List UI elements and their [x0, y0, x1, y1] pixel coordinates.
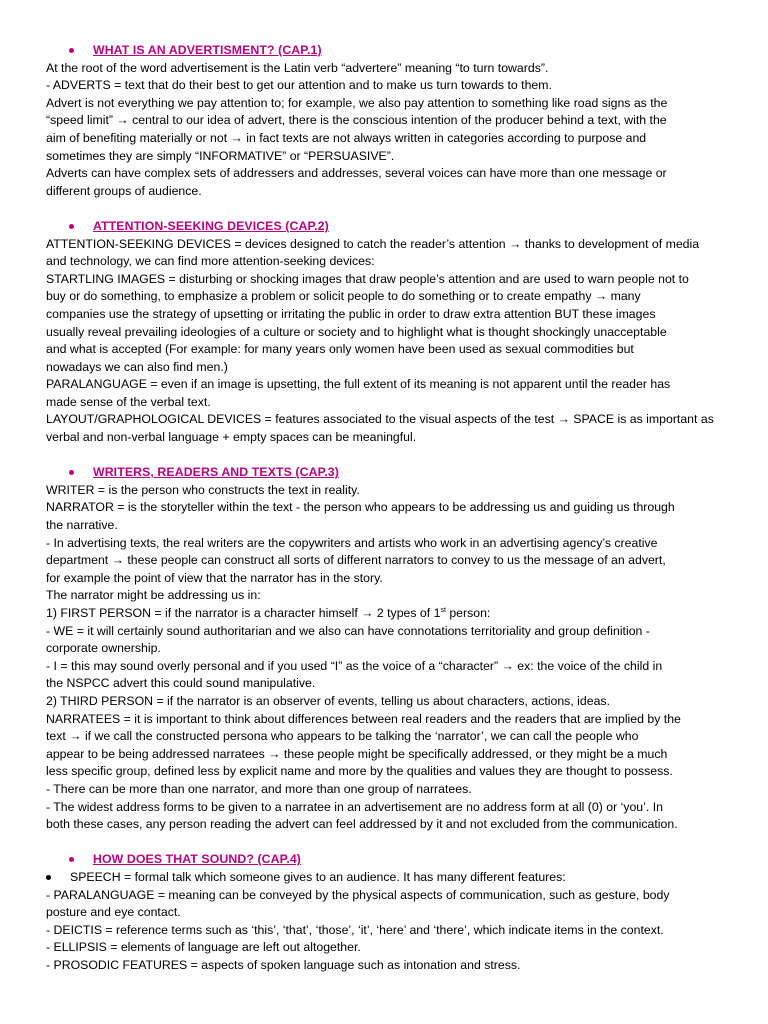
text-line: both these cases, any person reading the advert can feel addressed by it and not excluded from the communication.: [46, 817, 678, 832]
section-heading: [46, 851, 768, 869]
text-line: The narrator might be addressing us in:: [46, 588, 261, 603]
text-line: Advert is not everything we pay attention to; for example, we also pay attention to something like road signs as the: [46, 95, 668, 110]
text-line: made sense of the verbal text.: [46, 394, 211, 409]
text-line: text → if we call the constructed persona who appears to be talking the ‘narrator’, we can call the people who: [46, 729, 639, 744]
text-line-first-person: [46, 605, 768, 623]
text-line: for example the point of view that the narrator has in the story.: [46, 570, 383, 585]
text-line: Adverts can have complex sets of addressers and addresses, several voices can have more than one message or: [46, 166, 667, 181]
text-line: - There can be more than one narrator, and more than one group of narratees.: [46, 781, 472, 796]
section-how-does-that-sound: [46, 851, 768, 974]
text-line: ATTENTION-SEEKING DEVICES = devices designed to catch the reader’s attention → thanks to development of media: [46, 236, 700, 251]
text-line: the narrative.: [46, 518, 118, 533]
section-what-is-advert: [46, 42, 768, 200]
text-line: and technology, we can find more attention-seeking devices:: [46, 254, 375, 269]
bullet-icon: [46, 875, 51, 880]
section-attention-seeking: [46, 218, 768, 447]
text-line: PARALANGUAGE = even if an image is upsetting, the full extent of its meaning is not apparent until the reader has: [46, 377, 671, 392]
paragraph-spacer: [46, 447, 768, 465]
bullet-icon: [69, 857, 74, 862]
text-line: verbal and non-verbal language + empty spaces can be meaningful.: [46, 430, 417, 445]
text-line: - WE = it will certainly sound authoritarian and we also can have connotations territoriality and group definition -: [46, 623, 650, 638]
text-line: less specific group, defined less by explicit name and more by the qualities and values they are thought to possess.: [46, 764, 673, 779]
text-line: buy or do something, to emphasize a problem or solicit people to do something or to create empathy → many: [46, 289, 641, 304]
section-heading: [46, 42, 768, 60]
text-line: usually reveal prevailing ideologies of a culture or society and to highlight what is thought shockingly unacceptable: [46, 324, 667, 339]
text-line: 2) THIRD PERSON = if the narrator is an observer of events, telling us about characters, actions, ideas.: [46, 693, 610, 708]
text-line: appear to be being addressed narratees → these people might be specifically addressed, or they might be a much: [46, 746, 668, 761]
text-line: - ADVERTS = text that do their best to get our attention and to make us turn towards to them.: [46, 78, 552, 93]
text-line: - PROSODIC FEATURES = aspects of spoken language such as intonation and stress.: [46, 957, 521, 972]
heading-text: HOW DOES THAT SOUND? (CAP.4): [93, 852, 301, 867]
text-line: aim of benefiting materially or not → in fact texts are not always written in categories according to purpose and: [46, 130, 647, 145]
text-line: companies use the strategy of upsetting or irritating the public in order to draw extra attention BUT these images: [46, 306, 656, 321]
text-line: STARTLING IMAGES = disturbing or shocking images that draw people’s attention and are used to warn people not to: [46, 271, 689, 286]
paragraph-spacer: [46, 200, 768, 218]
bullet-list-item: [46, 869, 768, 887]
text-line: nowadays we can also find men.): [46, 359, 228, 374]
heading-text: ATTENTION-SEEKING DEVICES (CAP.2): [93, 218, 329, 233]
text-line: WRITER = is the person who constructs the text in reality.: [46, 482, 360, 497]
first-person-text: 1) FIRST PERSON = if the narrator is a character himself → 2 types of 1: [46, 606, 441, 620]
text-line: “speed limit” → central to our idea of advert, there is the conscious intention of the producer behind a text, with the: [46, 113, 667, 128]
text-line: and what is accepted (For example: for many years only women have been used as sexual commodities but: [46, 342, 634, 357]
text-line: different groups of audience.: [46, 183, 202, 198]
text-line: - I = this may sound overly personal and if you used “I” as the voice of a “character” → ex: the voice of the child in: [46, 658, 663, 673]
section-heading: [46, 218, 768, 236]
section-writers-readers: [46, 464, 768, 833]
bullet-icon: [69, 48, 74, 53]
text-line: posture and eye contact.: [46, 905, 181, 920]
text-line: sometimes they are simply “INFORMATIVE” or “PERSUASIVE”.: [46, 148, 395, 163]
superscript-st: st: [440, 606, 446, 614]
text-line: - The widest address forms to be given to a narratee in an advertisement are no address form at all (0) or ‘you’. In: [46, 799, 663, 814]
heading-text: WHAT IS AN ADVERTISMENT? (CAP.1): [93, 43, 322, 57]
text-line: LAYOUT/GRAPHOLOGICAL DEVICES = features associated to the visual aspects of the test → SPACE is as important as: [46, 412, 714, 427]
section-heading: [46, 464, 768, 482]
text-line: NARRATEES = it is important to think about differences between real readers and the readers that are implied by the: [46, 711, 681, 726]
text-line: NARRATOR = is the storyteller within the text - the person who appears to be addressing us and guiding us through: [46, 500, 675, 515]
text-line: - PARALANGUAGE = meaning can be conveyed by the physical aspects of communication, such as gesture, body: [46, 887, 670, 902]
text-line: - In advertising texts, the real writers are the copywriters and artists who work in an advertising agency’s creative: [46, 535, 658, 550]
paragraph-spacer: [46, 834, 768, 852]
bullet-text: SPEECH = formal talk which someone gives to an audience. It has many different features:: [70, 869, 566, 884]
bullet-icon: [69, 224, 74, 229]
text-line: - ELLIPSIS = elements of language are left out altogether.: [46, 940, 361, 955]
text-line: - DEICTIS = reference terms such as ‘this’, ‘that’, ‘those’, ‘it’, ‘here’ and ‘there’, which indicate items in the context.: [46, 922, 664, 937]
text-line: At the root of the word advertisement is the Latin verb “advertere” meaning “to turn towards”.: [46, 60, 549, 75]
text-line: corporate ownership.: [46, 641, 161, 656]
text-line: department → these people can construct all sorts of different narrators to convey to us the message of an advert,: [46, 553, 666, 568]
heading-text: WRITERS, READERS AND TEXTS (CAP.3): [93, 465, 339, 480]
bullet-icon: [69, 470, 74, 475]
text-line: the NSPCC advert this could sound manipulative.: [46, 676, 316, 691]
first-person-text-end: person:: [445, 606, 491, 620]
